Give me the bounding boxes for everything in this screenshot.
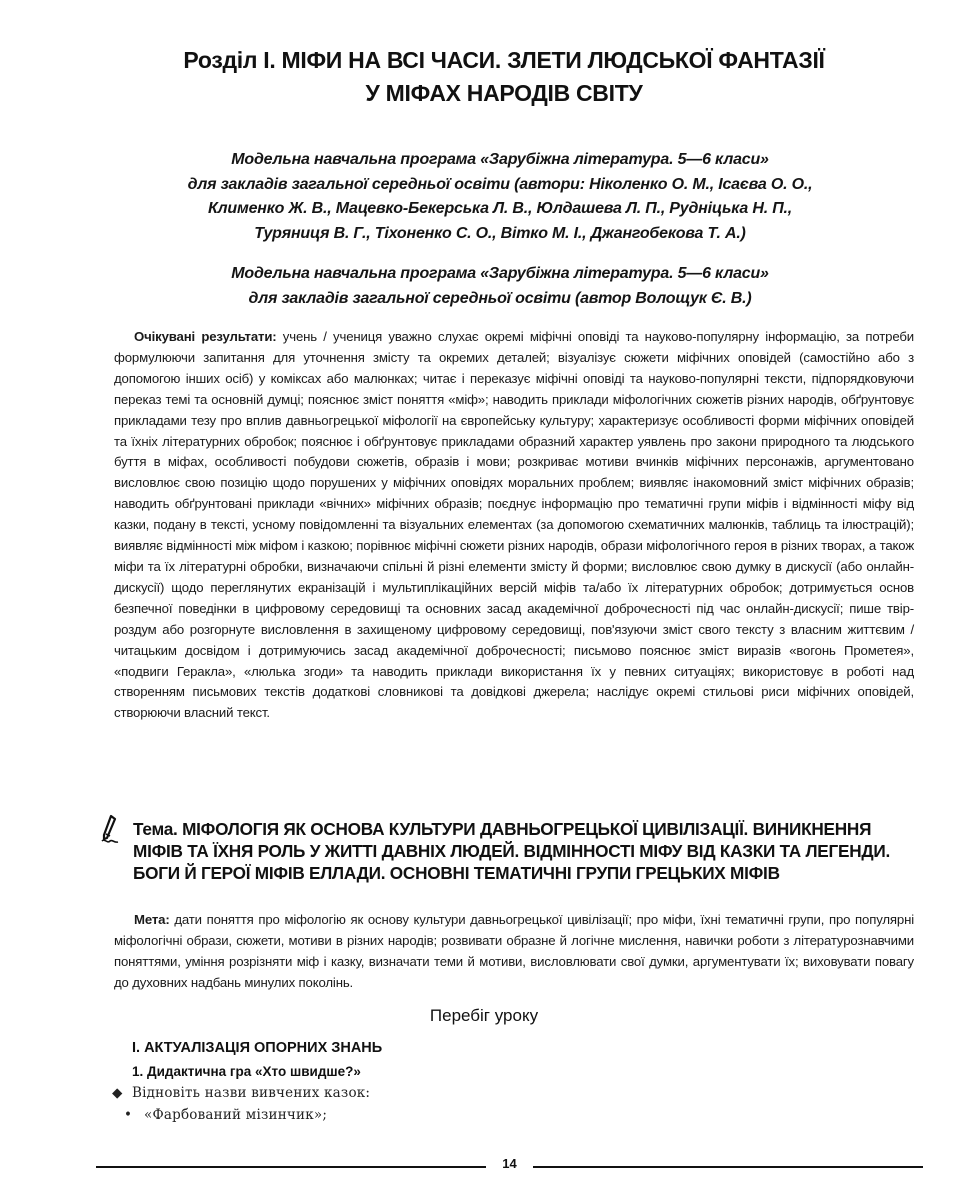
list-item [124, 1107, 327, 1123]
goal-paragraph [114, 910, 914, 994]
theme-label: Тема. [133, 819, 178, 839]
program-line: Модельна навчальна програма «Зарубіжна література. 5—6 класи» [231, 265, 769, 282]
lesson-theme-heading [133, 818, 923, 884]
chapter-title [100, 44, 908, 110]
model-program-1 [120, 148, 880, 246]
lesson-flow-title: Перебіг уроку [429, 1006, 539, 1025]
diamond-bullet-icon: ◆ [112, 1085, 123, 1101]
program-line: для закладів загальної середньої освіти (автори: Ніколенко О. М., Ісаєва О. О., [187, 175, 813, 193]
program-line: для закладів загальної середньої освіти (автор Волощук Є. В.) [248, 289, 752, 307]
section-heading: І. АКТУАЛІЗАЦІЯ ОПОРНИХ ЗНАНЬ [132, 1040, 383, 1056]
dot-bullet-icon: • [124, 1107, 133, 1123]
list-item-text: «Фарбований мізинчик»; [144, 1107, 328, 1123]
subsection-heading: 1. Дидактична гра «Хто швидше?» [132, 1064, 361, 1079]
task-text: Відновіть назви вивчених казок: [132, 1085, 371, 1101]
expected-results-paragraph [114, 327, 914, 724]
program-line: Клименко Ж. В., Мацевко-Бекерська Л. В., Юлдашева Л. П., Рудніцька Н. П., [207, 200, 793, 217]
goal-label: Мета: [134, 912, 170, 927]
program-line: Модельна навчальна програма «Зарубіжна література. 5—6 класи» [231, 151, 769, 168]
expected-results-text: учень / учениця уважно слухає окремі міфічні оповіді та науково-популярну інформацію, за потреби формулюючи запитання для уточнення змісту та окремих деталей; візуалізує сюжети міфічних оповідей (самостійно або з допомогою інших осіб) у коміксах або малюнках; читає і переказує міфічні оповіді та науково-популярні тексти, підпорядковуючи переказ темі та основній думці; пояснює зміст поняття «міф»; наводить приклади міфологічних сюжетів різних народів, обґрунтовує прикладами тезу про вплив давньогрецької міфології на європейську культуру; характеризує особливості форми міфічних оповідей та їхніх літературних обробок; пояснює і обґрунтовує прикладами образний характер уявлень про закони природного та людського буття в міфах, особливості побудови сюжетів, образів і мови; розкриває мотиви вчинків міфічних персонажів, аргументовано висловлює свою позицію щодо порушених у міфічних оповідях моральних проблем; виявляє інакомовний зміст міфічних образів; наводить обґрунтовані приклади «вічних» міфічних образів; поєднує інформацію про тематичні групи міфів і відмінності міфу від казки, подану в тексті, усному повідомленні та візуальних елементах (за допомогою схематичних малюнків, таблиць та ілюстрацій); виявляє відмінності між міфом і казкою; порівнює міфічні сюжети різних народів, образи міфологічного героя в різних творах, а також міфи та їх літературні обробки, визначаючи спільні й різні елементи змісту й форми; висловлює свою думку в дискусії (або онлайн-дискусії) щодо переглянутих екранізацій і мультиплікаційних версій міфів та/або їх літературних обробок; дотримується основ безпечної поведінки в цифровому середовищі та основних засад академічної доброчесності під час онлайн-дискусії; пише твір-роздум або розгорнуте висловлення в захищеному цифровому середовищі, пов'язуючи зміст свого тексту з власним життєвим / читацьким досвідом і дотримуючись засад академічної доброчесності; письмово пояснює зміст виразів «вогонь Прометея», «подвиги Геракла», «люлька згоди» та наводить приклади використання їх у певних ситуаціях; використовує в роботі над створенням письмових текстів додаткові словникові та довідкові джерела; наслідує окремі стильові риси міфічних оповідей, створюючи власний текст. [114, 329, 914, 721]
theme-text: МІФОЛОГІЯ ЯК ОСНОВА КУЛЬТУРИ ДАВНЬОГРЕЦЬКОЇ ЦИВІЛІЗАЦІЇ. ВИНИКНЕННЯ МІФІВ ТА ЇХНЯ РОЛЬ У ЖИТТІ ДАВНІХ ЛЮДЕЙ. ВІДМІННОСТІ МІФУ ВІД КАЗКИ ТА ЛЕГЕНДИ. БОГИ Й ГЕРОЇ МІФІВ ЕЛЛАДИ. ОСНОВНІ ТЕМАТИЧНІ ГРУПИ ГРЕЦЬКИХ МІФІВ [133, 819, 890, 883]
footer-rule-left [96, 1166, 486, 1168]
expected-results-label: Очікувані результати: [134, 329, 277, 344]
chapter-title-line-1: Розділ І. МІФИ НА ВСІ ЧАСИ. ЗЛЕТИ ЛЮДСЬКОЇ ФАНТАЗІЇ [183, 47, 825, 73]
task-item [112, 1085, 370, 1101]
footer-rule-right [533, 1166, 923, 1168]
page-number: 14 [502, 1156, 517, 1171]
chapter-title-line-2: У МІФАХ НАРОДІВ СВІТУ [365, 80, 643, 106]
program-line: Туряниця В. Г., Тіхоненко С. О., Вітко М. І., Джангобекова Т. А.) [254, 224, 746, 242]
model-program-2 [120, 262, 880, 311]
goal-text: дати поняття про міфологію як основу культури давньогрецької цивілізації; про міфи, їхні тематичні групи, про популярні міфологічні образи, сюжети, мотиви в різних народів; розвивати образне й логічне мислення, навички роботи з літературознавчими поняттями, уміння розрізняти міф і казку, визначати теми й мотиви, висловлювати свої думки, аргументувати їх; виховувати повагу до духовних надбань минулих поколінь. [114, 912, 914, 990]
pencil-icon [98, 814, 138, 850]
